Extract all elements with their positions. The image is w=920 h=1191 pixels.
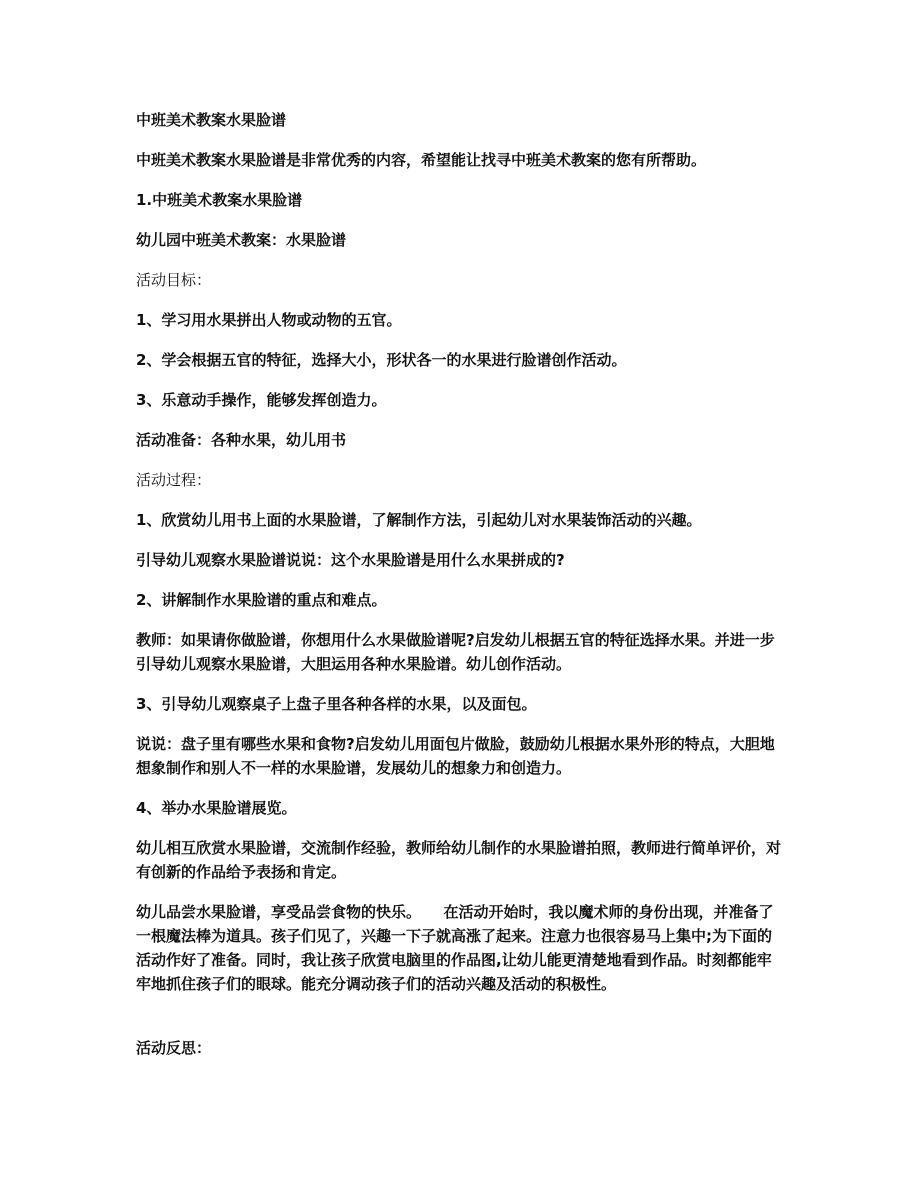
step-3: 3、引导幼儿观察桌子上盘子里各种各样的水果，以及面包。 — [136, 695, 537, 713]
step-2: 2、讲解制作水果脸谱的重点和难点。 — [136, 591, 387, 609]
step-2-teacher: 教师：如果请你做脸谱，你想用什么水果做脸谱呢?启发幼儿根据五官的特征选择水果。并进一步引导幼儿观察水果脸谱，大胆运用各种水果脸谱。幼儿创作活动。 — [136, 631, 775, 673]
reflection-label: 活动反思： — [136, 1039, 212, 1057]
document-title: 中班美术教案水果脸谱 — [136, 111, 287, 129]
step-4: 4、举办水果脸谱展览。 — [136, 799, 297, 817]
lesson-title: 幼儿园中班美术教案：水果脸谱 — [136, 231, 347, 249]
process-label: 活动过程： — [136, 471, 212, 489]
goal-item-3: 3、乐意动手操作，能够发挥创造力。 — [136, 391, 387, 409]
goal-item-1: 1、学习用水果拼出人物或动物的五官。 — [136, 311, 402, 329]
preparation-line: 活动准备：各种水果，幼儿用书 — [136, 431, 347, 449]
step-1-guide: 引导幼儿观察水果脸谱说说：这个水果脸谱是用什么水果拼成的? — [136, 551, 565, 569]
section-heading: 1.中班美术教案水果脸谱 — [136, 191, 303, 209]
step-1: 1、欣赏幼儿用书上面的水果脸谱，了解制作方法，引起幼儿对水果装饰活动的兴趣。 — [136, 511, 702, 529]
step-4-detail: 幼儿相互欣赏水果脸谱，交流制作经验，教师给幼儿制作的水果脸谱拍照，教师进行简单评价，对有创新的作品给予表扬和肯定。 — [136, 839, 782, 881]
step-3-talk: 说说：盘子里有哪些水果和食物?启发幼儿用面包片做脸，鼓励幼儿根据水果外形的特点，大胆地想象制作和别人不一样的水果脸谱，发展幼儿的想象力和创造力。 — [136, 735, 775, 777]
goal-item-2: 2、学会根据五官的特征，选择大小，形状各一的水果进行脸谱创作活动。 — [136, 351, 627, 369]
step-4-closing: 幼儿品尝水果脸谱，享受品尝食物的快乐。 在活动开始时，我以魔术师的身份出现，并准备了一根魔法棒为道具。孩子们见了，兴趣一下子就高涨了起来。注意力也很容易马上集中;为下面的活动作好了准备。同时，我让孩子欣赏电脑里的作品图,让幼儿能更清楚地看到作品。时刻都能牢牢地抓住孩子们的眼球。能充分调动孩子们的活动兴趣及活动的积极性。 — [136, 903, 774, 993]
intro-paragraph: 中班美术教案水果脸谱是非常优秀的内容，希望能让找寻中班美术教案的您有所帮助。 — [136, 151, 707, 169]
goals-label: 活动目标： — [136, 271, 212, 289]
